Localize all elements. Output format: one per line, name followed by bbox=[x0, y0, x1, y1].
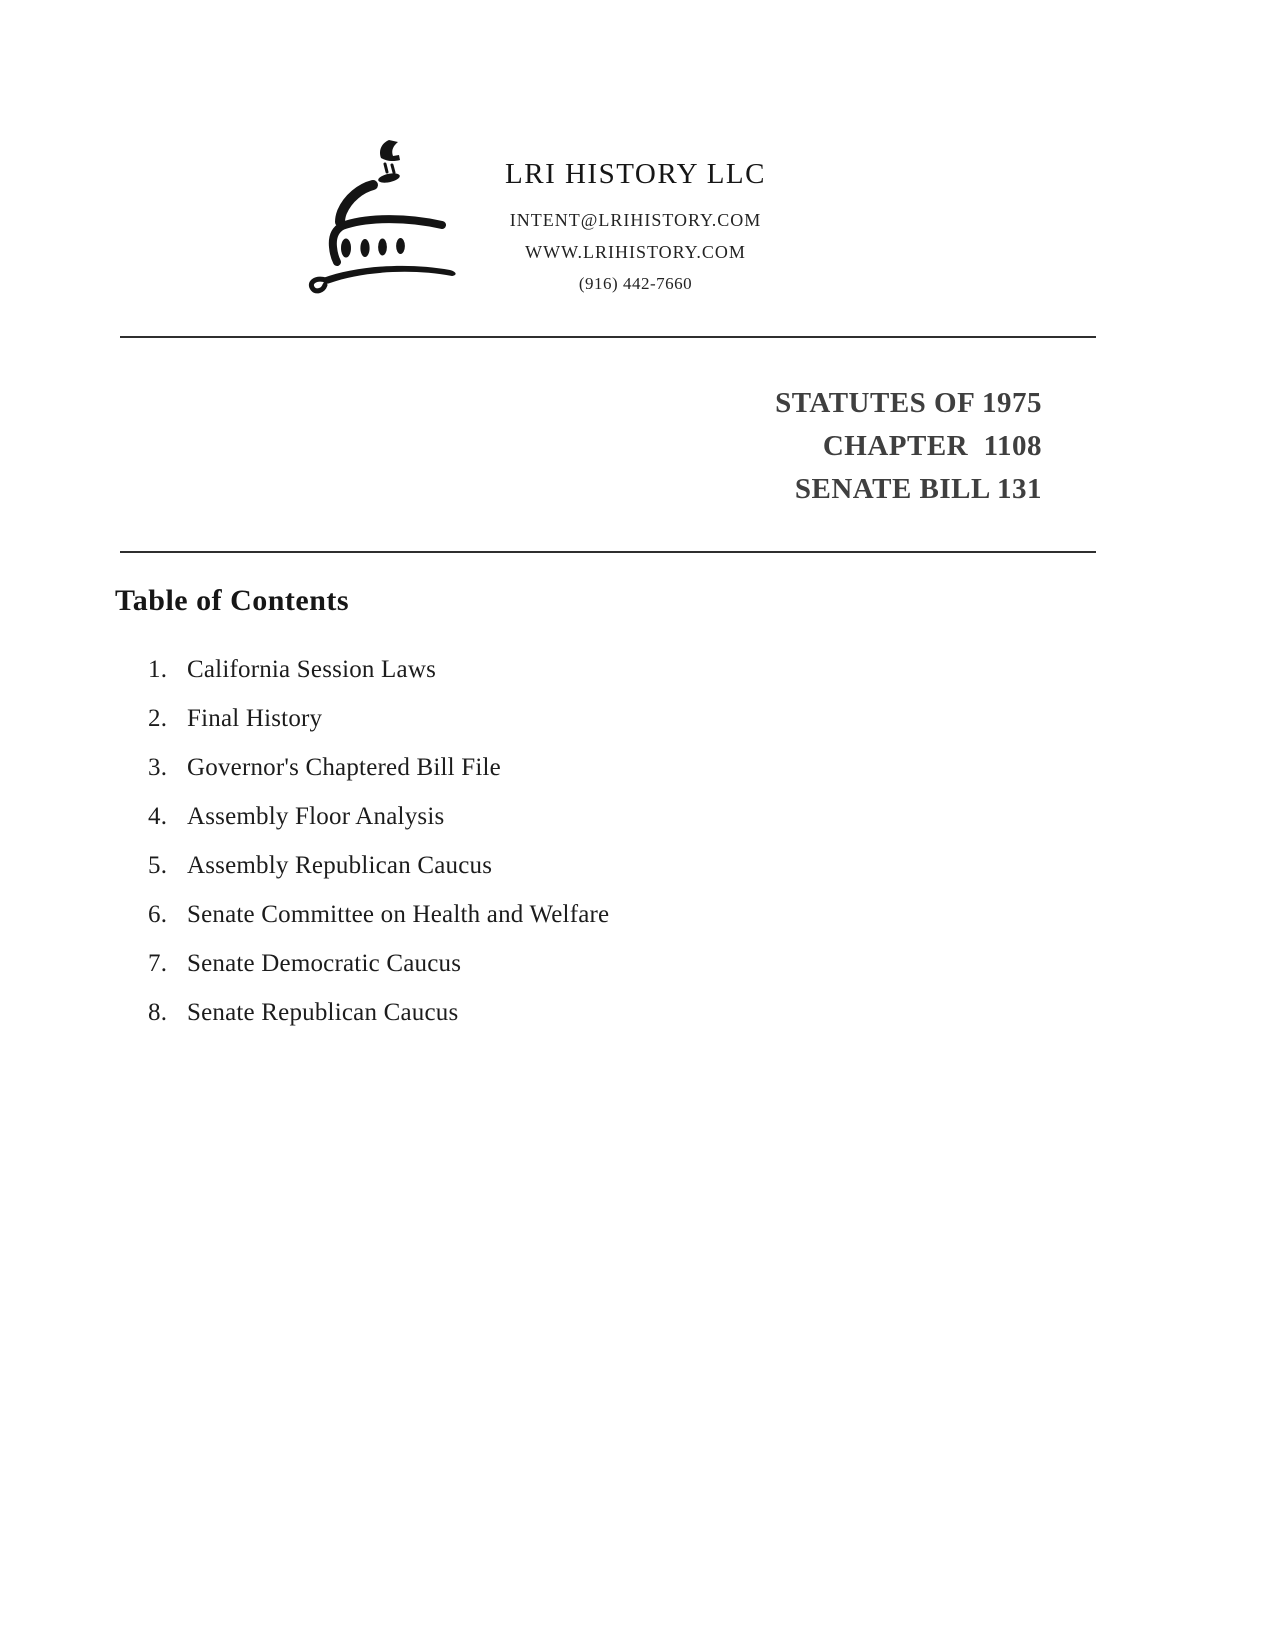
chapter-line: CHAPTER 1108 bbox=[822, 430, 1042, 462]
company-name: LRI HISTORY LLC bbox=[505, 158, 766, 190]
toc-item-label: Senate Republican Caucus bbox=[187, 999, 459, 1026]
logo-tick-shape bbox=[392, 165, 394, 173]
logo-tick-shape bbox=[385, 164, 387, 172]
logo-column-shape bbox=[341, 239, 351, 258]
toc-item bbox=[148, 801, 609, 833]
logo-wall-shape bbox=[333, 226, 342, 262]
toc-item bbox=[148, 948, 609, 980]
company-website: WWW.LRIHISTORY.COM bbox=[525, 241, 746, 262]
capitol-dome-logo-icon bbox=[285, 125, 465, 300]
toc-item-number: 4. bbox=[148, 803, 168, 830]
senate-bill-line: SENATE BILL 131 bbox=[794, 473, 1042, 505]
logo-swoosh-hook-shape bbox=[311, 279, 326, 291]
toc-item-number: 7. bbox=[148, 950, 168, 977]
logo-roof-line-shape bbox=[342, 219, 442, 226]
toc-item bbox=[148, 997, 609, 1029]
logo-lantern-shape bbox=[377, 172, 400, 185]
bill-reference-block bbox=[775, 382, 1042, 511]
toc-item-label: Assembly Floor Analysis bbox=[187, 803, 445, 830]
toc-item-number: 8. bbox=[148, 999, 168, 1026]
toc-item-label: California Session Laws bbox=[187, 656, 437, 683]
logo-flag-shape bbox=[380, 140, 400, 161]
toc-item-label: Final History bbox=[187, 705, 323, 732]
toc-item-label: Governor's Chaptered Bill File bbox=[187, 754, 501, 781]
company-email: INTENT@LRIHISTORY.COM bbox=[509, 210, 762, 230]
logo-column-shape bbox=[360, 239, 369, 257]
toc-item-label: Assembly Republican Caucus bbox=[187, 852, 493, 879]
toc-item bbox=[148, 850, 609, 882]
toc-item-number: 5. bbox=[148, 852, 168, 879]
horizontal-rule-top bbox=[120, 336, 1096, 338]
logo-column-shape bbox=[378, 239, 387, 256]
toc-item-label: Senate Committee on Health and Welfare bbox=[187, 901, 610, 928]
toc-item bbox=[148, 899, 609, 931]
logo-base-swoosh-shape bbox=[323, 266, 456, 284]
toc-item-number: 6. bbox=[148, 901, 168, 928]
toc-item bbox=[148, 654, 609, 686]
statutes-line: STATUTES OF 1975 bbox=[775, 387, 1042, 419]
horizontal-rule-bottom bbox=[120, 551, 1096, 553]
toc-list bbox=[148, 654, 609, 1046]
toc-item-number: 3. bbox=[148, 754, 168, 781]
company-header bbox=[443, 158, 828, 299]
toc-item-number: 2. bbox=[148, 705, 168, 732]
toc-item bbox=[148, 752, 609, 784]
company-phone: (916) 442-7660 bbox=[578, 274, 693, 293]
toc-item-label: Senate Democratic Caucus bbox=[187, 950, 462, 977]
toc-heading: Table of Contents bbox=[115, 584, 350, 617]
toc-item bbox=[148, 703, 609, 735]
toc-item-number: 1. bbox=[148, 656, 168, 683]
logo-column-shape bbox=[396, 238, 405, 254]
